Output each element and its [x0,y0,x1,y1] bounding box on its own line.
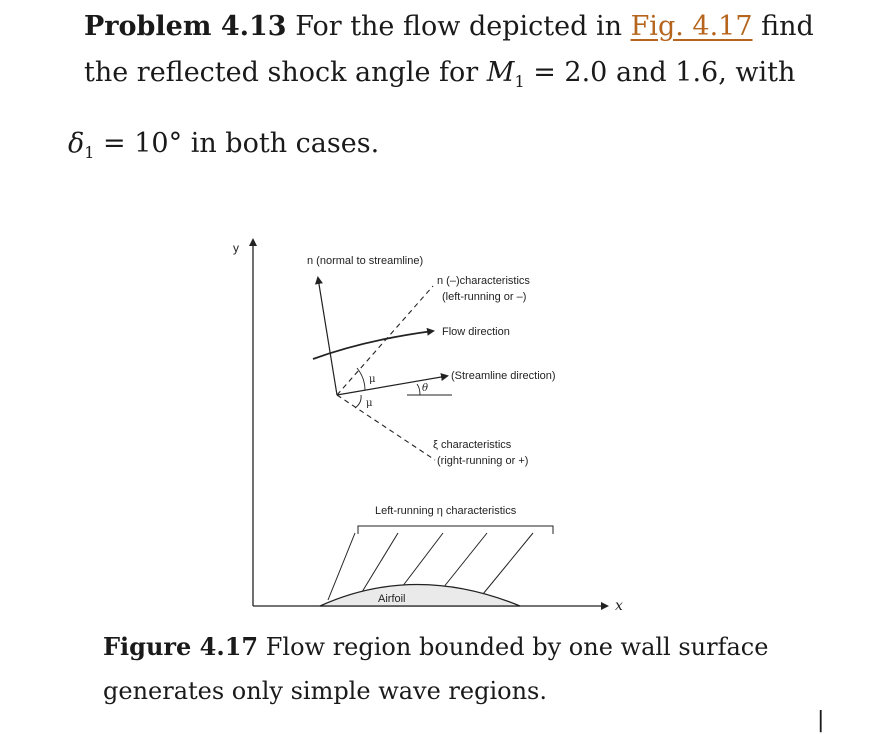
char-line-1 [328,533,355,600]
theta-symbol: θ [422,383,429,394]
delta-subscript: 1 [84,143,95,162]
airfoil-label: Airfoil [378,593,406,605]
y-axis-label: y [233,241,239,255]
mu-symbol-upper: μ [369,374,376,385]
mach-values: = 2.0 and 1.6, with [533,57,796,88]
mach-subscript: 1 [514,72,525,91]
caption-label: Figure 4.17 [103,632,259,661]
figure-caption-line-1 [103,632,769,661]
theta-arc [417,384,420,395]
characteristics-brace [358,526,553,534]
normal-label: n (normal to streamline) [307,255,424,267]
char-line-2 [362,533,398,592]
caption-text-2: generates only simple wave regions. [103,677,547,705]
problem-label: Problem 4.13 [84,11,287,42]
problem-line-3 [68,130,379,161]
x-axis-label: x [615,598,623,613]
mu-arc-lower [355,395,361,408]
mu-symbol-lower: μ [366,398,373,409]
problem-text: For the flow depicted in [295,11,622,42]
problem-line-1 [84,13,814,40]
eta-char-label-2: (left-running or –) [442,291,527,303]
eta-characteristic-line [337,286,433,395]
figure-caption-line-2 [103,679,547,703]
delta-value: = 10° in both cases. [103,128,380,159]
char-line-4 [443,533,487,588]
problem-text-2: the reflected shock angle for [84,57,479,88]
char-line-3 [402,533,443,587]
normal-arrow [318,278,337,395]
problem-text-find: find [761,11,814,42]
streamline-label: (Streamline direction) [451,370,556,382]
streamline-direction-arrow [337,376,447,395]
delta-symbol: δ [68,128,85,159]
figure-link[interactable]: Fig. 4.17 [630,11,753,42]
char-line-5 [483,533,533,594]
xi-characteristic-line [337,395,435,460]
flow-direction-label: Flow direction [442,326,510,338]
problem-line-2 [84,59,795,90]
flow-diagram [215,228,635,613]
caption-text-1: Flow region bounded by one wall surface [265,633,769,661]
xi-char-label-1: ξ characteristics [433,439,512,451]
mach-symbol: M [486,57,515,88]
xi-char-label-2: (right-running or +) [437,455,529,467]
left-running-label: Left-running η characteristics [375,505,517,517]
text-cursor: | [817,708,825,733]
eta-char-label-1: n (–)characteristics [437,275,530,287]
airfoil-shape [320,585,520,607]
